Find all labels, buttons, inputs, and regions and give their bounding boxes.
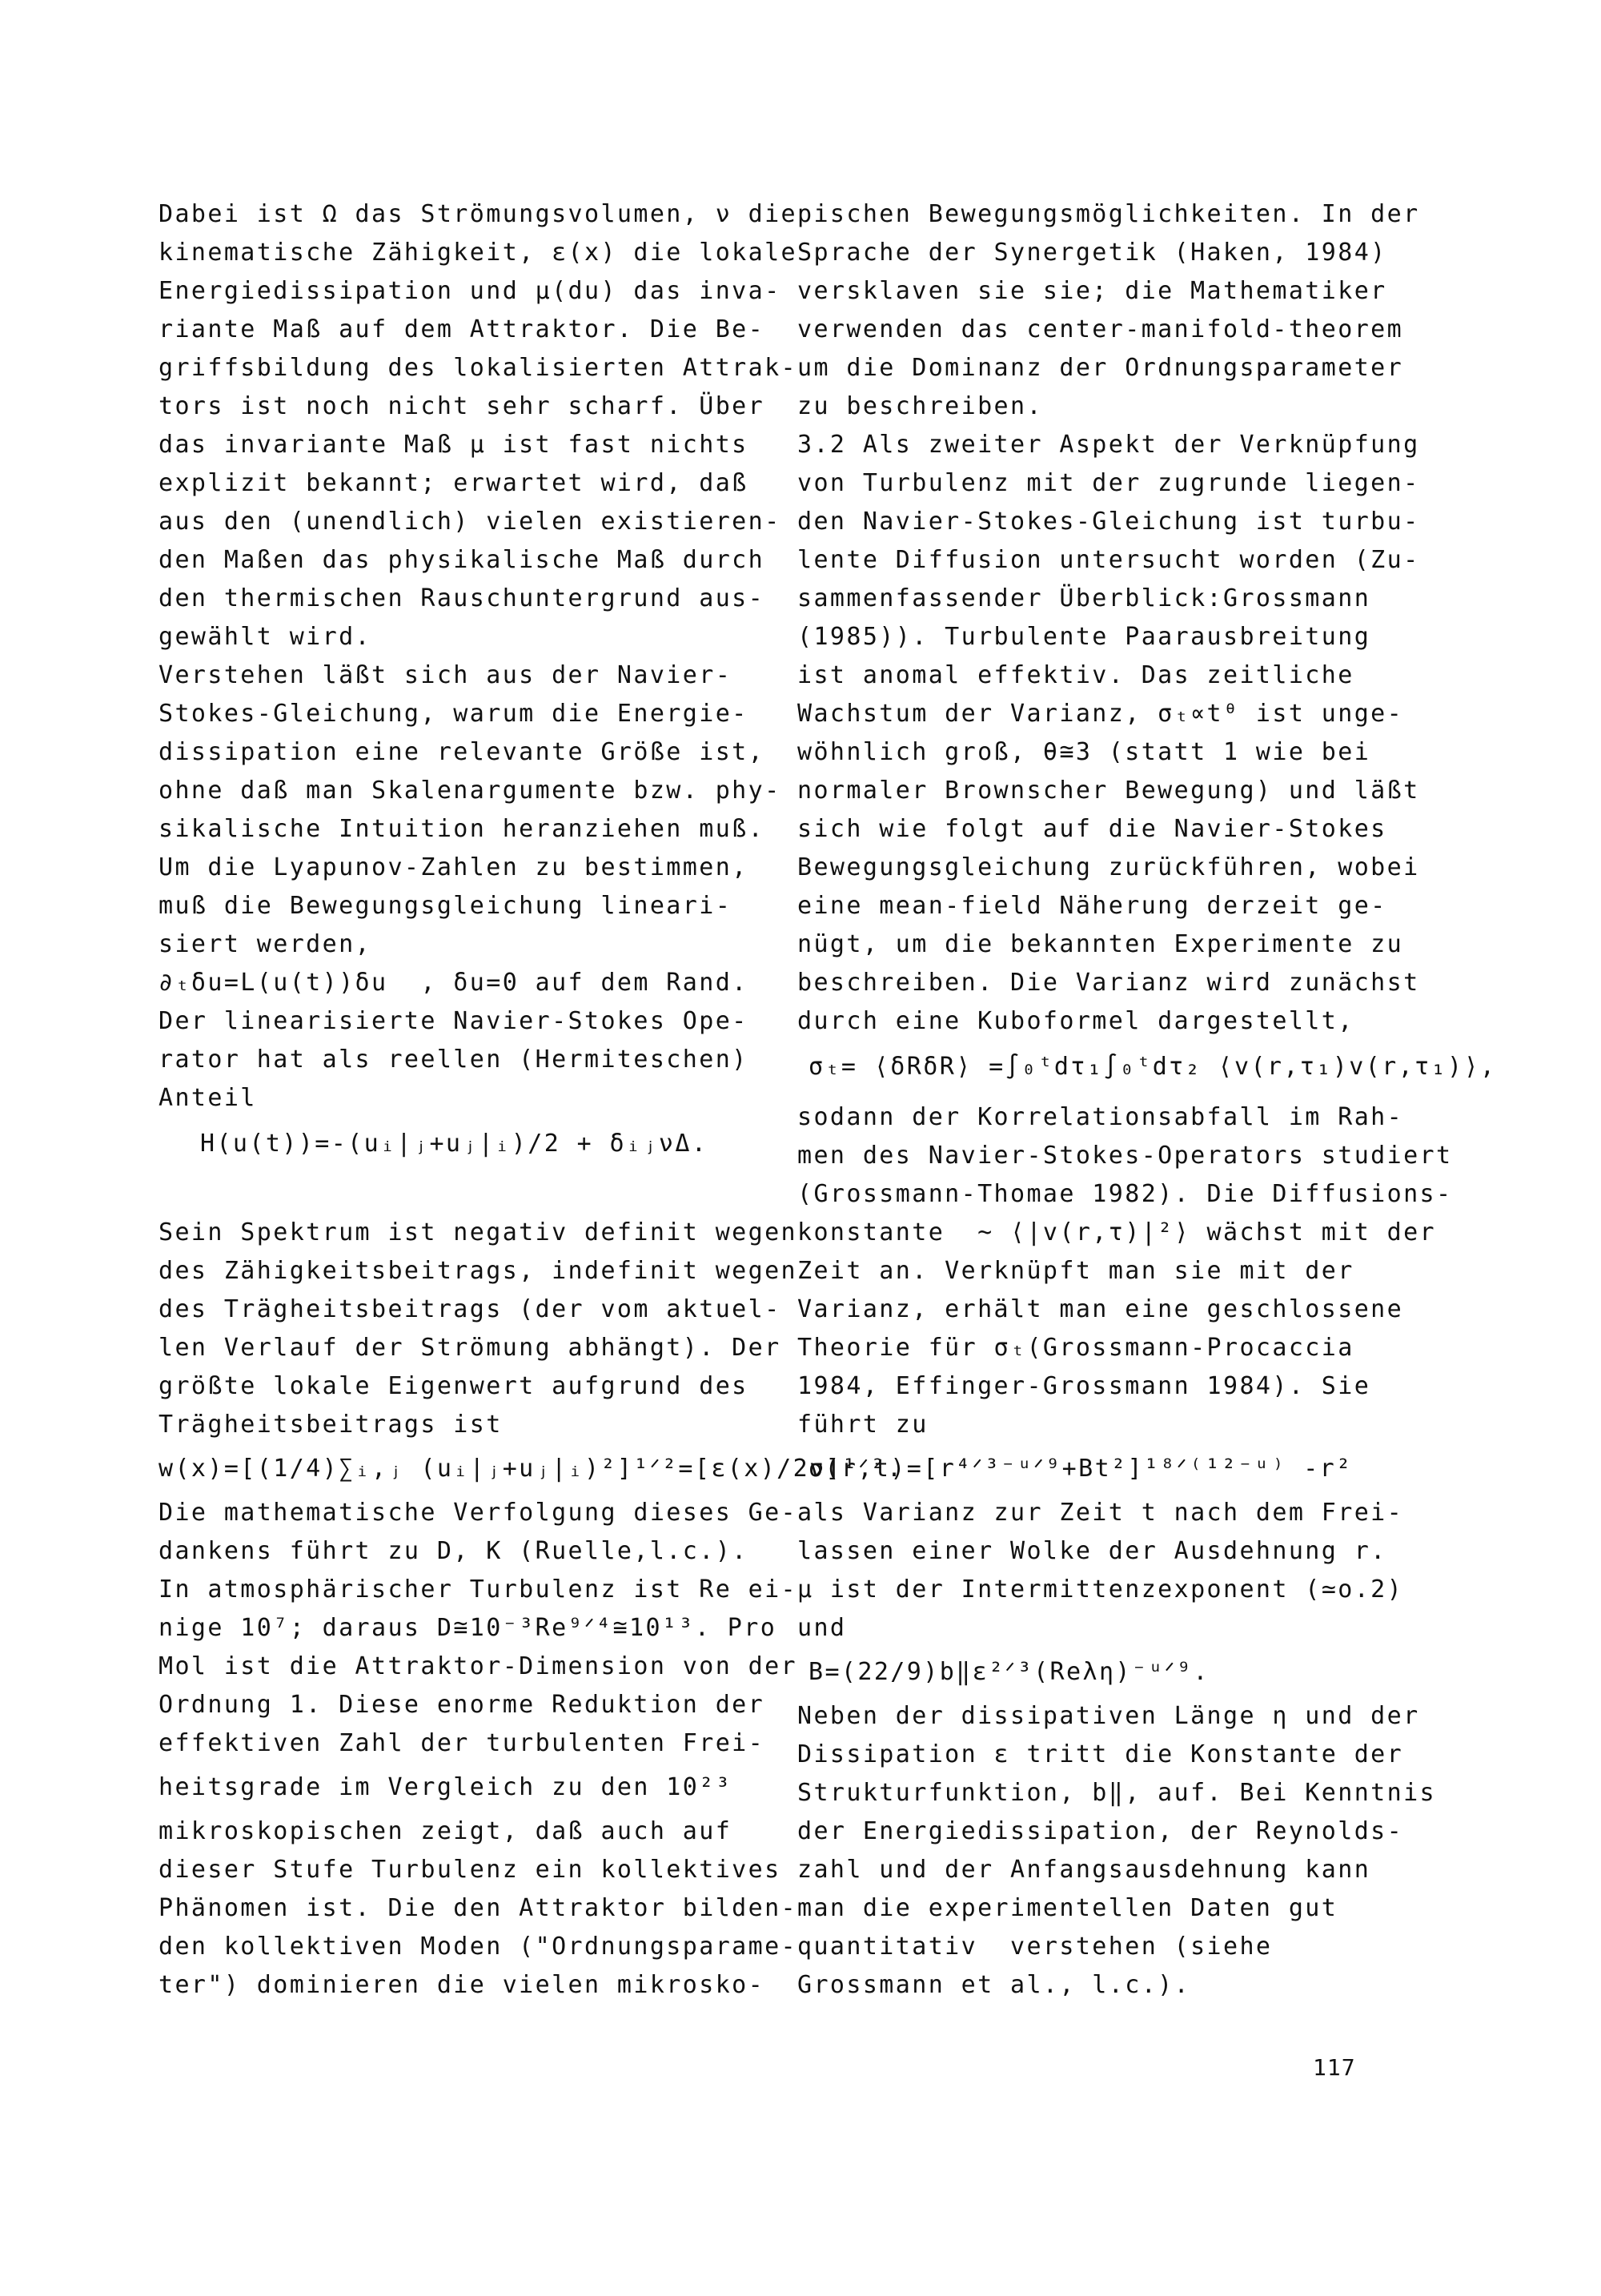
left-column-line: dieser Stufe Turbulenz ein kollektives [158, 1856, 781, 1884]
right-column-line: führt zu [797, 1411, 929, 1439]
right-column-line: lente Diffusion untersucht worden (Zu- [797, 546, 1420, 574]
right-column-line: normaler Brownscher Bewegung) und läßt [797, 777, 1420, 805]
left-column-line: sikalische Intuition heranziehen muß. [158, 815, 765, 843]
right-column-line: σ(r,t)=[r⁴ᐟ³⁻ᵘᐟ⁹+Bt²]¹⁸ᐟ⁽¹²⁻ᵘ⁾ -r² [809, 1455, 1353, 1483]
left-column-line: Trägheitsbeitrags ist [158, 1411, 503, 1439]
right-column-line: man die experimentellen Daten gut [797, 1894, 1338, 1922]
left-column-line: Sein Spektrum ist negativ definit wegen [158, 1218, 797, 1246]
right-column-line: nügt, um die bekannten Experimente zu [797, 930, 1404, 958]
right-column-line: wöhnlich groß, θ≅3 (statt 1 wie bei [797, 738, 1371, 766]
right-column-line: sammenfassender Überblick:Grossmann [797, 584, 1371, 612]
page-number: 117 [1313, 2054, 1356, 2081]
right-column-line: lassen einer Wolke der Ausdehnung r. [797, 1537, 1387, 1565]
left-column-line: des Trägheitsbeitrags (der vom aktuel- [158, 1295, 781, 1323]
left-column-line: des Zähigkeitsbeitrags, indefinit wegen [158, 1257, 797, 1285]
left-column-line: den thermischen Rauschuntergrund aus- [158, 584, 765, 612]
right-column-line: sodann der Korrelationsabfall im Rah- [797, 1103, 1404, 1131]
right-column-line: ist anomal effektiv. Das zeitliche [797, 661, 1354, 689]
left-column-line: mikroskopischen zeigt, daß auch auf [158, 1817, 732, 1845]
left-column-line: größte lokale Eigenwert aufgrund des [158, 1372, 748, 1400]
left-column-line: heitsgrade im Vergleich zu den 10²³ [158, 1773, 732, 1801]
left-column-line: den kollektiven Moden ("Ordnungsparame- [158, 1933, 797, 1961]
left-column-line: siert werden, [158, 930, 371, 958]
right-column-line: als Varianz zur Zeit t nach dem Frei- [797, 1499, 1404, 1527]
left-column-line: riante Maß auf dem Attraktor. Die Be- [158, 315, 765, 343]
right-column-line: durch eine Kuboformel dargestellt, [797, 1007, 1354, 1035]
right-column-line: Theorie für σₜ(Grossmann-Procaccia [797, 1334, 1354, 1362]
right-column-line: σₜ= ⟨δRδR⟩ =∫₀ᵗdτ₁∫₀ᵗdτ₂ ⟨v(r,τ₁)v(r,τ₁)⟩, [809, 1053, 1497, 1081]
left-column-line: Der linearisierte Navier-Stokes Ope- [158, 1007, 748, 1035]
left-column-line: das invariante Maß μ ist fast nichts [158, 431, 748, 459]
left-column-line: nige 10⁷; daraus D≅10⁻³Re⁹ᐟ⁴≅10¹³. Pro [158, 1614, 777, 1642]
right-column-line: verwenden das center-manifold-theorem [797, 315, 1404, 343]
left-column-line: Energiedissipation und μ(du) das inva- [158, 277, 781, 305]
right-column-line: Grossmann et al., l.c.). [797, 1971, 1191, 1999]
right-column-line: um die Dominanz der Ordnungsparameter [797, 354, 1404, 382]
right-column-line: der Energiedissipation, der Reynolds- [797, 1817, 1404, 1845]
left-column-line: explizit bekannt; erwartet wird, daß [158, 469, 748, 497]
right-column-line: pischen Bewegungsmöglichkeiten. In der [797, 200, 1420, 228]
left-column-line: muß die Bewegungsgleichung lineari- [158, 892, 732, 920]
left-column-line: Stokes-Gleichung, warum die Energie- [158, 700, 748, 728]
right-column-line: 1984, Effinger-Grossmann 1984). Sie [797, 1372, 1371, 1400]
left-column-line: effektiven Zahl der turbulenten Frei- [158, 1729, 765, 1757]
right-column-line: B=(22/9)b‖ε²ᐟ³(Reλη)⁻ᵘᐟ⁹. [809, 1658, 1210, 1686]
right-column-line: Wachstum der Varianz, σₜ∝tᶿ ist unge- [797, 700, 1404, 728]
right-column-line: quantitativ verstehen (siehe [797, 1933, 1273, 1961]
left-column-line: Um die Lyapunov-Zahlen zu bestimmen, [158, 853, 748, 881]
right-column-line: μ ist der Intermittenzexponent (≃o.2) [797, 1575, 1404, 1604]
left-column-line: kinematische Zähigkeit, ε(x) die lokale [158, 239, 797, 267]
left-column-line: rator hat als reellen (Hermiteschen) [158, 1046, 748, 1074]
left-column-line: H(u(t))=-(uᵢ|ⱼ+uⱼ|ᵢ)/2 + δᵢⱼνΔ. [200, 1130, 708, 1158]
left-column-line: ∂ₜδu=L(u(t))δu , δu=0 auf dem Rand. [158, 969, 748, 997]
left-column-line: Verstehen läßt sich aus der Navier- [158, 661, 732, 689]
left-column-line: tors ist noch nicht sehr scharf. Über [158, 392, 765, 420]
left-column-line: len Verlauf der Strömung abhängt). Der [158, 1334, 781, 1362]
right-column-line: men des Navier-Stokes-Operators studiert [797, 1142, 1453, 1170]
right-column-line: sich wie folgt auf die Navier-Stokes [797, 815, 1387, 843]
left-column-line: w(x)=[(1/4)∑ᵢ,ⱼ (uᵢ|ⱼ+uⱼ|ᵢ)²]¹ᐟ²=[ε(x)/2ν]¹ᐟ². [158, 1455, 904, 1483]
right-text-column [797, 195, 1497, 2005]
right-column-line: Bewegungsgleichung zurückführen, wobei [797, 853, 1420, 881]
right-column-line: Dissipation ε tritt die Konstante der [797, 1740, 1404, 1768]
left-column-line: Phänomen ist. Die den Attraktor bilden- [158, 1894, 797, 1922]
left-column-line: Mol ist die Attraktor-Dimension von der [158, 1652, 797, 1680]
right-column-line: konstante ~ ⟨|v(r,τ)|²⟩ wächst mit der [797, 1218, 1436, 1246]
left-column-line: Ordnung 1. Diese enorme Reduktion der [158, 1691, 765, 1719]
left-column-line: ohne daß man Skalenargumente bzw. phy- [158, 777, 781, 805]
right-column-line: Sprache der Synergetik (Haken, 1984) [797, 239, 1387, 267]
right-column-line: Strukturfunktion, b‖, auf. Bei Kenntnis [797, 1779, 1436, 1807]
right-column-line: eine mean-field Näherung derzeit ge- [797, 892, 1387, 920]
right-column-line: (1985)). Turbulente Paarausbreitung [797, 623, 1371, 651]
right-column-line: zahl und der Anfangsausdehnung kann [797, 1856, 1371, 1884]
right-column-line: zu beschreiben. [797, 392, 1043, 420]
left-column-line: Anteil [158, 1084, 257, 1112]
left-text-column [158, 195, 904, 2005]
right-column-line: und [797, 1614, 847, 1642]
right-column-line: versklaven sie sie; die Mathematiker [797, 277, 1387, 305]
right-column-line: den Navier-Stokes-Gleichung ist turbu- [797, 508, 1420, 536]
left-column-line: griffsbildung des lokalisierten Attrak- [158, 354, 797, 382]
left-column-line: In atmosphärischer Turbulenz ist Re ei- [158, 1575, 797, 1604]
right-column-line: beschreiben. Die Varianz wird zunächst [797, 969, 1420, 997]
right-column-line: 3.2 Als zweiter Aspekt der Verknüpfung [797, 431, 1420, 459]
left-column-line: den Maßen das physikalische Maß durch [158, 546, 765, 574]
right-column-line: Neben der dissipativen Länge η und der [797, 1702, 1420, 1730]
right-column-line: (Grossmann-Thomae 1982). Die Diffusions- [797, 1180, 1453, 1208]
right-column-line: von Turbulenz mit der zugrunde liegen- [797, 469, 1420, 497]
left-column-line: gewählt wird. [158, 623, 371, 651]
left-column-line: aus den (unendlich) vielen existieren- [158, 508, 781, 536]
left-column-line: ter") dominieren die vielen mikrosko- [158, 1971, 765, 1999]
left-column-line: dankens führt zu D, K (Ruelle,l.c.). [158, 1537, 748, 1565]
left-column-line: dissipation eine relevante Größe ist, [158, 738, 765, 766]
left-column-line: Dabei ist Ω das Strömungsvolumen, ν die [158, 200, 797, 228]
right-column-line: Zeit an. Verknüpft man sie mit der [797, 1257, 1354, 1285]
right-column-line: Varianz, erhält man eine geschlossene [797, 1295, 1404, 1323]
left-column-line: Die mathematische Verfolgung dieses Ge- [158, 1499, 797, 1527]
left-column-line [158, 1175, 751, 1214]
